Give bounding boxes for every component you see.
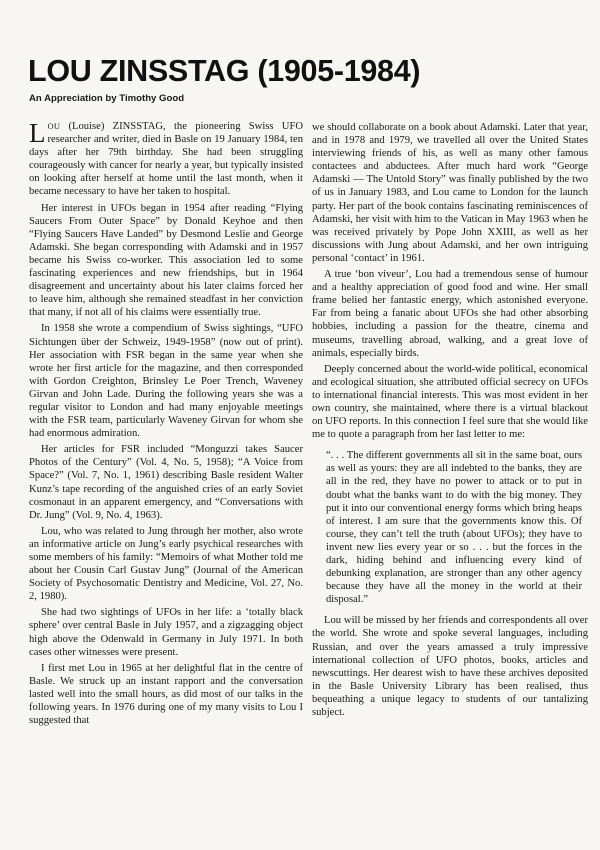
paragraph: I first met Lou in 1965 at her delightful flat in the centre of Basle. We struck up an instant rapport and the conversation lasted well into the small hours, as did most of our talks in the following years. In 1976 during one of my many visits to Lou I suggested that (29, 662, 303, 727)
paragraph: Her interest in UFOs began in 1954 after reading “Flying Saucers From Outer Space” by Donald Keyhoe and then “Flying Saucers Have Landed” by Desmond Leslie and George Adamski. She began corresponding with Adamski and in 1957 became his Swiss co-worker. This association led to some fascinating experiences and new friendships, but in 1964 disagreement and uncertainty about his later claims forced her to leave him, although she remained steadfast in her conviction that many, if not all of his claims were essentially true. (29, 202, 303, 319)
drop-cap: L (29, 118, 46, 148)
article-byline: An Appreciation by Timothy Good (29, 93, 185, 104)
left-column (29, 120, 303, 727)
paragraph: Her articles for FSR included “Monguzzi takes Saucer Photos of the Century” (Vol. 4, No. 5, 1958); “A Voice from Space?” (Vol. 7, No. 1, 1961) describing Basle resident Walter Kunz’s tape recording of the anguished cries of an early Soviet cosmonaut in an apparent emergency, and “Conversations with Dr. Jung” (Vol. 9, No. 4, 1963). (29, 444, 303, 521)
intro-text: (Louise) ZINSSTAG, the pioneering Swiss UFO researcher and writer, died in Basle on 19 January 1984, ten days after her 79th birthday. She had been struggling courageously with cancer for nearly a year, but typically insisted on looking after herself at home until the last month, when it became necessary to have her taken to hospital. (29, 121, 303, 198)
paragraph: Lou will be missed by her friends and correspondents all over the world. She wrote and spoke several languages, including Russian, and over the years amassed a truly impressive international collection of UFO photos, books, articles and newscuttings. Her dearest wish to have these archives deposited in the Basle University Library has been realised, thus bequeathing a unique legacy to students of our tantalizing subject. (312, 615, 588, 719)
paragraph: In 1958 she wrote a compendium of Swiss sightings, “UFO Sichtungen über der Schweiz, 1949-1958” (now out of print). Her association with FSR began in the same year when she wrote her first article for the magazine, and then corresponded with Gordon Creighton, Brinsley Le Poer Trench, Waveney Girvan and John Lade. During the following years she was a regular visitor to London and had many enjoyable meetings with the FSR team, particularly Waveney Girvan for whom she had enormous admiration. (29, 323, 303, 440)
paragraph: we should collaborate on a book about Adamski. Later that year, and in 1978 and 1979, we travelled all over the United States interviewing friends of his, as well as many other famous contactees and abductees. After much hard work “George Adamski — The Untold Story” was finally published by the two of us in January 1983, and Lou came to London for the launch party. Her part of the book contains fascinating reminiscences of Adamski, her visit with him to the Vatican in May 1963 when he was received privately by Pope John XXIII, as well as her discussions with Jung about Adamski, and her own intriguing personal ‘contact’ in 1961. (312, 122, 588, 264)
intro-lead: OU (47, 121, 61, 131)
paragraph: A true ‘bon viveur’, Lou had a tremendous sense of humour and a healthy appreciation of good food and wine. Her small frame belied her fantastic energy, which astonished everyone. Far from being a fanatic about UFOs she had other absorbing hobbies, including a passion for the theatre, cinema and museums, travelling abroad, walking, and a great love of animals, especially birds. (312, 269, 588, 359)
paragraph-intro (29, 120, 303, 199)
right-column (312, 121, 588, 719)
article-title: LOU ZINSSTAG (1905-1984) (28, 54, 421, 88)
block-quote: “. . . The different governments all sit in the same boat, ours as well as yours: they are all indebted to the banks, they are all in the red, they have no power to attack or to put in doubt what the banks want to do with the big money. They put it into our conventional energy forms which bring heaps of interest. I am sure that the governments know this. Of course, they can’t tell the truth (about UFOs); they have to invent new lies every year or so . . . but the forces in the dark, hiding behind and influencing every kind of debunking explanation, are stronger than any other agency because they have all the money in the world at their disposal.” (326, 450, 582, 606)
paragraph: Deeply concerned about the world-wide political, economical and ecological situation, she attributed official secrecy on UFOs to international financial interests. This was most evident in her own country, she maintained, where there is a virtual blackout on UFO reports. In this connection I feel sure that she would like me to quote a paragraph from her last letter to me: (312, 363, 588, 441)
paragraph: She had two sightings of UFOs in her life: a ‘totally black sphere’ over central Basle in July 1957, and a zigzagging object high above the Odenwald in Germany in July 1971. In both cases other witnesses were present. (29, 607, 303, 658)
paragraph: Lou, who was related to Jung through her mother, also wrote an informative article on Jung’s early psychical researches with some members of his family: “Memoirs of what Mother told me about her Cousin Carl Gustav Jung” (Journal of the American Society of Psychosomatic Dentistry and Medicine, Vol. 27, No. 2, 1980). (29, 525, 303, 603)
